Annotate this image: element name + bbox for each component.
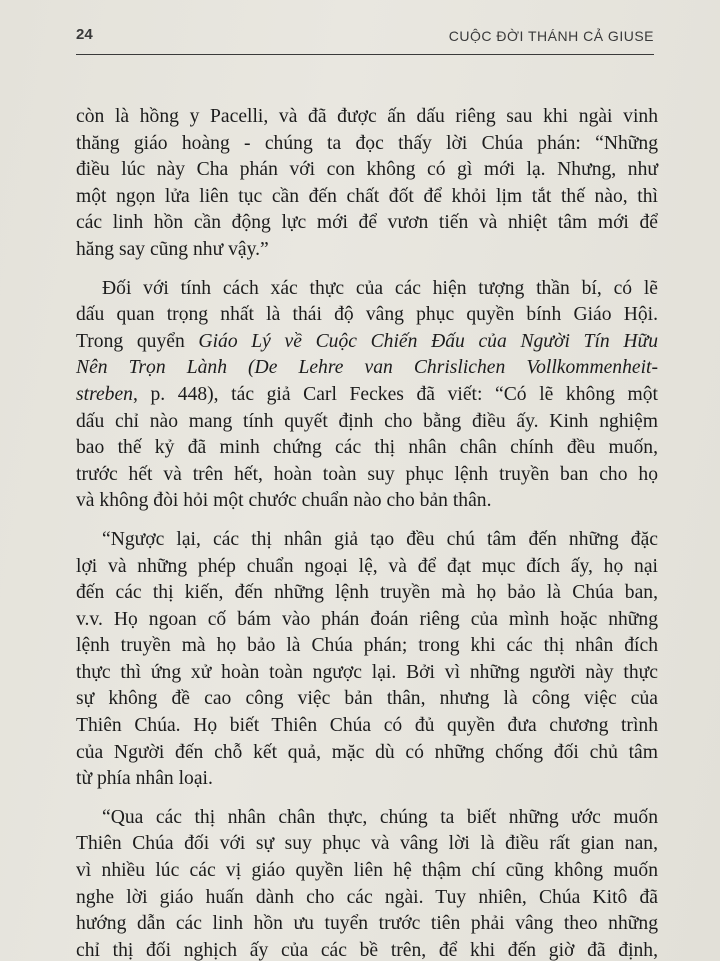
book-title-italic: streben [76, 383, 133, 405]
text-line: lợi và những phép chuẩn ngoại lệ, và để đạt mục đích ấy, họ nại [76, 555, 658, 577]
text-line: nghe lời giáo huấn dành cho các ngài. Tuy nhiên, Chúa Kitô đã [76, 886, 658, 908]
text-line: thực thì ứng xử hoàn toàn ngược lại. Bởi vì những người này thực [76, 661, 658, 683]
text-line: Đối với tính cách xác thực của các hiện tượng thần bí, có lẽ [102, 277, 658, 299]
text-line: từ phía nhân loại. [76, 768, 213, 790]
text-line: một ngọn lửa liên tục cần đến chất đốt để khỏi lịm tắt thế nào, thì [76, 185, 658, 207]
text-line: dấu quan trọng nhất là thái độ vâng phục quyền bính Giáo Hội. [76, 304, 658, 326]
text-line: bao thế kỷ đã minh chứng các thị nhân chân chính đều muốn, [76, 437, 658, 459]
text-line: các linh hồn cần động lực mới để vươn tiến và nhiệt tâm mới để [76, 212, 658, 234]
paragraph-1 [76, 104, 658, 264]
text-line: dấu chỉ nào mang tính quyết định cho bằng điều ấy. Kinh nghiệm [76, 410, 658, 432]
text-line: của Người đến chỗ kết quả, mặc dù có những chống đối chủ tâm [76, 741, 658, 763]
text-line: lệnh truyền mà họ bảo là Chúa phán; trong khi các thị nhân đích [76, 635, 658, 657]
page-header [76, 22, 654, 55]
text-line: hăng say cũng như vậy.” [76, 238, 269, 260]
running-title: CUỘC ĐỜI THÁNH CẢ GIUSE [448, 28, 654, 44]
text-line: còn là hồng y Pacelli, và đã được ấn dấu riêng sau khi ngài vinh [76, 106, 658, 127]
body-text [76, 104, 658, 961]
text-line: “Ngược lại, các thị nhân giả tạo đều chú tâm đến những đặc [102, 528, 658, 550]
text-segment: , p. 448), tác giả Carl Feckes đã viết: “Có lẽ không một [132, 383, 658, 405]
paragraph-3 [76, 527, 658, 793]
text-line: “Qua các thị nhân chân thực, chúng ta biết những ước muốn [102, 806, 658, 828]
text-line: điều lúc này Cha phán với con không có gì mới lạ. Nhưng, như [76, 159, 658, 181]
paragraph-4 [76, 805, 658, 961]
page-number: 24 [76, 26, 93, 43]
text-line: và không đòi hỏi một chước chuẩn nào cho bản thân. [76, 490, 492, 512]
text-line: trước hết và trên hết, hoàn toàn suy phục lệnh truyền ban cho họ [76, 463, 658, 485]
text-line: Thiên Chúa đối với sự suy phục và vâng lời là điều rất gian nan, [76, 833, 658, 855]
text-line: sự không đề cao công việc bản thân, nhưng là công việc của [76, 688, 658, 710]
text-line: v.v. Họ ngoan cố bám vào phán đoán riêng của mình hoặc những [76, 608, 658, 630]
text-line: chỉ thị đối nghịch ấy của các bề trên, để khi đến giờ đã định, [76, 939, 658, 961]
text-line: vì nhiều lúc các vị giáo quyền liên hệ thậm chí cũng không muốn [76, 860, 658, 882]
text-line [76, 329, 658, 356]
text-line: đến các thị kiến, đến những lệnh truyền mà họ bảo là Chúa ban, [76, 582, 658, 604]
text-line: hướng dẫn các linh hồn ưu tuyển trước tiên phải vâng theo những [76, 913, 658, 935]
text-line [76, 382, 658, 409]
text-segment: Trong quyển [76, 330, 199, 352]
text-line: thăng giáo hoàng - chúng ta đọc thấy lời Chúa phán: “Những [76, 132, 658, 154]
book-title-italic: Giáo Lý về Cuộc Chiến Đấu của Người Tín Hữu [198, 330, 658, 352]
text-line: Thiên Chúa. Họ biết Thiên Chúa có đủ quyền đưa chương trình [76, 715, 658, 737]
book-title-italic: Nên Trọn Lành (De Lehre van Chrislichen Vollkommenheit- [76, 357, 658, 379]
paragraph-2 [76, 276, 658, 515]
